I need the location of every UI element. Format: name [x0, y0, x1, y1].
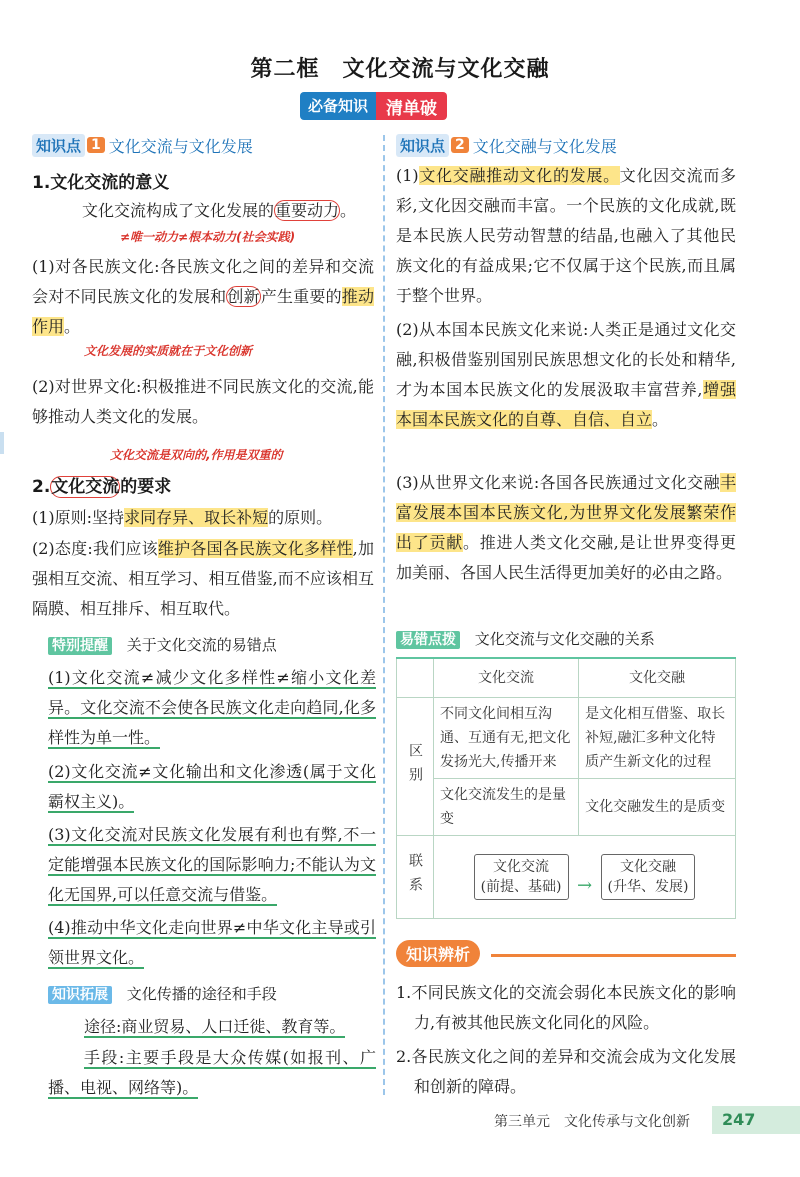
circled-text: 文化交流: [51, 477, 120, 497]
kp-title: 文化交融与文化发展: [472, 136, 617, 156]
kp-title: 文化交流与文化发展: [108, 136, 253, 156]
flow-box-sublabel: (前提、基础): [480, 879, 562, 895]
row-label-connection: 联系: [397, 836, 434, 919]
table-header: 文化交流: [434, 658, 579, 698]
text: 。: [64, 317, 81, 336]
underlined-text: 途径:商业贸易、人口迁徙、教育等。: [84, 1017, 346, 1036]
table-header: 文化交融: [579, 658, 736, 698]
text: 产生重要的: [260, 287, 342, 306]
table-corner: [397, 658, 434, 698]
circled-text: 创新: [227, 287, 260, 306]
handwritten-note: ≠唯一动力≠根本动力(社会实践): [120, 230, 296, 244]
flow-cell: [434, 836, 736, 919]
paragraph: [32, 252, 374, 342]
text: 文化交流构成了文化发展的: [82, 201, 275, 220]
highlighted-text: 增强本国本民族文化的自尊、自信、自立: [396, 380, 736, 429]
text: (1)原则:坚持: [32, 508, 125, 527]
kp-tag: 知识点: [396, 134, 449, 157]
question-item: 2.各民族文化之间的差异和交流会成为文化发展和创新的障碍。: [396, 1047, 736, 1096]
arrow-right-icon: →: [576, 875, 593, 896]
banner-left: 必备知识: [300, 92, 376, 120]
underlined-text: (2)文化交流≠文化输出和文化渗透(属于文化霸权主义)。: [48, 762, 376, 811]
text: (1): [396, 166, 419, 185]
flow-box-label: 文化交融: [619, 859, 676, 875]
paragraph: [396, 468, 736, 588]
text: 。: [340, 201, 357, 220]
kp-number: 1: [87, 137, 105, 153]
highlighted-text: 丰富发展本国本民族文化,为世界文化发展繁荣作出了贡献: [396, 473, 736, 552]
handwritten-note: 文化交流是双向的,作用是双重的: [110, 448, 283, 462]
knowledge-point-2-header: [396, 133, 617, 157]
text: ,加强相互交流、相互学习、相互借鉴,而不应该相互隔膜、相互排斥、相互取代。: [32, 539, 374, 618]
text: (3)从世界文化来说:各国各民族通过文化交融: [396, 473, 720, 492]
circled-text: 重要动力: [275, 201, 340, 220]
table-cell: 文化交流发生的是量变: [434, 779, 579, 836]
tip-paragraph: [48, 757, 376, 817]
extension-header: [48, 983, 277, 1004]
question-item: 1.不同民族文化的交流会弱化本民族文化的影响力,有被其他民族文化同化的风险。: [396, 983, 736, 1032]
edge-mark: [0, 432, 4, 454]
text: (2)从本国本民族文化来说:人类正是通过文化交融,积极借鉴别国别民族思想文化的长处和精华,才为本国本民族文化的发展汲取丰富营养,: [396, 320, 736, 399]
extension-paragraph: [48, 1012, 376, 1042]
analysis-rule: [491, 954, 736, 957]
comparison-table: [396, 657, 736, 919]
footer-unit-title: 第三单元 文化传承与文化创新: [494, 1114, 690, 1130]
analysis-header: [396, 940, 736, 970]
text: 的原则。: [268, 508, 333, 527]
text: 。: [652, 410, 669, 429]
highlighted-text: 文化交融推动文化的发展。: [418, 166, 620, 185]
paragraph: [32, 534, 374, 624]
table-row: [397, 698, 736, 779]
table-row: [397, 836, 736, 919]
flow-box-label: 文化交流: [493, 859, 550, 875]
flow-box-exchange: [474, 854, 569, 900]
paragraph: [396, 315, 736, 435]
section-banner: [300, 92, 447, 120]
paragraph: (2)对世界文化:积极推进不同民族文化的交流,能够推动人类文化的发展。: [32, 377, 374, 426]
error-tip-tag: 易错点拨: [396, 631, 460, 649]
error-tip-header: [396, 628, 655, 649]
flow-box-sublabel: (升华、发展): [607, 879, 689, 895]
extension-tag: 知识拓展: [48, 986, 112, 1004]
text: 2.: [32, 477, 51, 497]
row-label-difference: 区别: [397, 698, 434, 836]
banner-right: 清单破: [376, 92, 447, 120]
text: 文化因交流而多彩,文化因交融而丰富。一个民族的文化成就,既是本民族人民劳动智慧的结晶,也融入了其他民族文化的有益成果;它不仅属于这个民族,而且属于整个世界。: [396, 166, 736, 305]
tip-paragraph: [48, 913, 376, 973]
underlined-text: (1)文化交流≠减少文化多样性≠缩小文化差异。文化交流不会使各民族文化走向趋同,化多样性为单一性。: [48, 668, 376, 747]
highlighted-text: 求同存异、取长补短: [124, 508, 269, 527]
text: (2)态度:我们应该: [32, 539, 158, 558]
underlined-text: 手段:主要手段是大众传媒(如报刊、广播、电视、网络等)。: [48, 1048, 376, 1097]
handwritten-note: 文化发展的实质就在于文化创新: [84, 344, 253, 358]
table-row: [397, 779, 736, 836]
extension-title: 文化传播的途径和手段: [126, 985, 277, 1003]
table-cell: 文化交融发生的是质变: [579, 779, 736, 836]
tip-paragraph: [48, 820, 376, 910]
text: 。推进人类文化交融,是让世界变得更加美丽、各国人民生活得更加美好的必由之路。: [396, 533, 736, 582]
flow-box-fusion: [601, 854, 696, 900]
kp-tag: 知识点: [32, 134, 85, 157]
paragraph: [32, 196, 372, 226]
highlighted-text: 维护各国各民族文化多样性: [157, 539, 353, 558]
analysis-tag: 知识辨析: [396, 940, 480, 967]
knowledge-point-1-header: [32, 133, 253, 157]
table-cell: 是文化相互借鉴、取长补短,融汇多种文化特质产生新文化的过程: [579, 698, 736, 779]
kp-number: 2: [451, 137, 469, 153]
table-cell: 不同文化间相互沟通、互通有无,把文化发扬光大,传播开来: [434, 698, 579, 779]
text: 的要求: [120, 477, 172, 497]
column-divider: [383, 135, 385, 1095]
error-tip-title: 文化交流与文化交融的关系: [474, 630, 655, 648]
text: (1)对各民族文化:各民族文化之间的差异和交流会对不同民族文化的发展和: [32, 257, 374, 306]
table-header-row: [397, 658, 736, 698]
page-title: 第二框 文化交流与文化交融: [250, 57, 550, 82]
highlighted-text: 推动作用: [32, 287, 374, 336]
extension-paragraph: [48, 1043, 376, 1103]
section-heading: 1.文化交流的意义: [32, 173, 170, 193]
underlined-text: (3)文化交流对民族文化发展有利也有弊,不一定能增强本民族文化的国际影响力;不能认为文化无国界,可以任意交流与借鉴。: [48, 825, 376, 904]
page-number: 247: [712, 1106, 800, 1134]
tip-header: [48, 634, 277, 655]
paragraph: [396, 161, 736, 311]
tip-title: 关于文化交流的易错点: [126, 636, 277, 654]
section-heading: [32, 472, 171, 497]
underlined-text: (4)推动中华文化走向世界≠中华文化主导或引领世界文化。: [48, 918, 376, 967]
tip-tag: 特别提醒: [48, 637, 112, 655]
paragraph: [32, 503, 374, 533]
tip-paragraph: [48, 663, 376, 753]
